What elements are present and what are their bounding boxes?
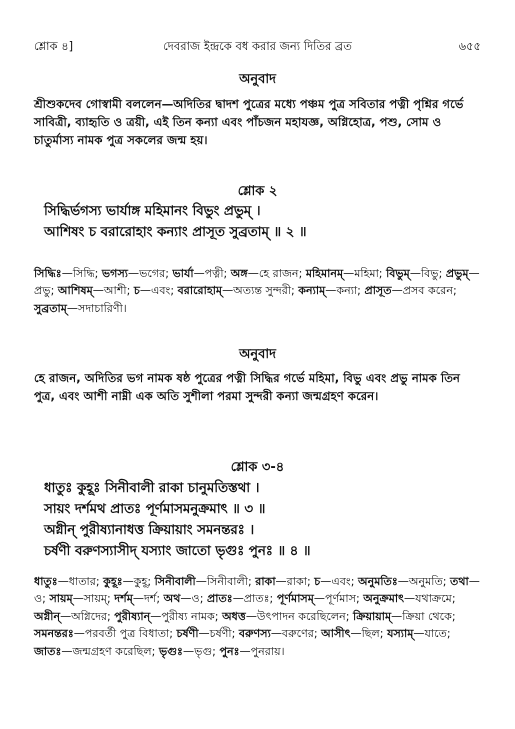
synonym-meaning: সদাচারিণী [78, 301, 123, 315]
synonym-meaning: ধাতার [68, 575, 96, 588]
synonym-meaning: হে রাজন [258, 267, 299, 280]
verse-line: ধাতুঃ কুহূঃ সিনীবালী রাকা চানুমতিস্তথা । [44, 481, 260, 496]
synonym-term: সিনীবালী [154, 575, 196, 588]
synonym-meaning: আশী [103, 284, 127, 298]
synonym-meaning: পরবর্তী পুত্র বিধাতা [84, 627, 170, 641]
synonym-term: দর্শম্ [114, 592, 133, 606]
synonym-meaning: সায়ম্ [83, 592, 108, 606]
synonym-term: বরুণস্য [238, 627, 271, 641]
synonyms-block: সিদ্ধিঃ—সিদ্ধি; ভগস্য—ভগের; ভার্যা—পত্নী; অঙ্গ—হে রাজন; মহিমানম্—মহিমা; বিভুম্—বিভু; প্রভুম্—প্রভু; আশিষম্—আশী; চ—এবং; বরারোহাম্—অত্যন্ত সুন্দরী; কন্যাম্—কন্যা; প্রাসূত—প্রসব করেন; সুব্রতাম্—সদাচারিণী। [34, 267, 480, 315]
synonym-meaning: রাকা [286, 575, 307, 588]
synonym-meaning: পূর্ণমাস [325, 592, 356, 606]
synonym-meaning: অনুমতি [408, 575, 443, 588]
translation-heading: অনুবাদ [239, 347, 276, 362]
synonym-meaning: এবং [331, 575, 351, 588]
synonym-term: সিদ্ধিঃ [34, 267, 62, 280]
synonym-meaning: এবং [150, 284, 171, 298]
synonym-meaning: মহিমা [354, 267, 379, 280]
synonym-term: ধাতুঃ [34, 575, 58, 588]
synonym-term: পুরীষ্যান্ [114, 609, 151, 623]
synonym-term: যস্যাম্ [387, 627, 414, 641]
synonym-meaning: প্রসব করেন [402, 284, 453, 298]
synonym-term: বরারোহাম্ [177, 284, 223, 298]
synonym-term: চ [314, 575, 321, 588]
synonym-term: সুব্রতাম্ [34, 301, 67, 315]
synonym-meaning: চর্ষণী [209, 627, 232, 641]
verse-line: আশিষং চ বরারোহাং কন্যাং প্রাসূত সুব্রতাম্ ॥ ২ ॥ [44, 225, 307, 240]
verse-heading: শ্লোক ২ [237, 184, 278, 199]
synonym-meaning: কন্যা [336, 284, 358, 298]
synonym-meaning: ভগের [139, 267, 166, 280]
synonym-term: ক্রিয়ায়াম্ [353, 609, 392, 623]
synonym-term: ভৃগুঃ [158, 644, 183, 658]
verse-line: অগ্নীন্ পুরীষ্যানাধত্ত ক্রিয়ায়াং সমনন্তরঃ । [44, 523, 255, 538]
synonyms-block: ধাতুঃ—ধাতার; কুহূঃ—কুহূ; সিনীবালী—সিনীবালী; রাকা—রাকা; চ—এবং; অনুমতিঃ—অনুমতি; তথা—ও; সায়ম্—সায়ম্; দর্শম্—দর্শ; অথ—ও; প্রাতঃ—প্রাতঃ; পূর্ণমাসম্—পূর্ণমাস; অনুক্রমাৎ—যথাক্রমে; অগ্নীন্—অগ্নিদের; পুরীষ্যান্—পুরীষ্য নামক; অধত্ত—উৎপাদন করেছিলেন; ক্রিয়ায়াম্—ক্রিয়া থেকে; সমনন্তরঃ—পরবর্তী পুত্র বিধাতা; চর্ষণী—চর্ষণী; বরুণস্য—বরুণের; আসীৎ—ছিল; যস্যাম্—যাতে; জাতঃ—জন্মগ্রহণ করেছিল; ভৃগুঃ—ভৃগু; পুনঃ—পুনরায়। [34, 575, 480, 658]
synonym-meaning: প্রাতঃ [243, 592, 270, 606]
synonym-meaning: পত্নী [204, 267, 224, 280]
synonym-term: চ [133, 284, 140, 298]
synonym-term: অঙ্গ [230, 267, 248, 280]
verse-heading: শ্লোক ৩-৪ [230, 460, 285, 475]
synonym-term: ভার্যা [172, 267, 194, 280]
synonym-meaning: উৎপাদন করেছিলেন [256, 609, 346, 623]
verse-line: সায়ং দর্শমথ প্রাতঃ পূর্ণমাসমনুক্রমাৎ ॥ ৩ ॥ [44, 502, 266, 517]
synonym-term: সমনন্তরঃ [34, 627, 74, 641]
synonym-term: প্রভুম্ [445, 267, 469, 280]
synonym-term: প্রাসূত [364, 284, 392, 298]
header-verse-ref: শ্লোক ৪] [34, 39, 74, 53]
verse-line: সিদ্ধির্ভগস্য ভার্যাঙ্গ মহিমানং বিভুং প্রভুম্ । [44, 204, 261, 219]
synonym-meaning: সিনীবালী [206, 575, 248, 588]
synonym-meaning: অত্যন্ত সুন্দরী [233, 284, 291, 298]
translation-heading: অনুবাদ [239, 72, 276, 87]
translation-paragraph: শ্রীশুকদেব গোস্বামী বললেন—অদিতির দ্বাদশ পুত্রের মধ্যে পঞ্চম পুত্র সবিতার পত্নী পৃশ্নির গর্ভে সাবিত্রী, ব্যাহৃতি ও ত্রয়ী, এই তিন কন্যা এবং পাঁচজন মহাযজ্ঞ, অগ্নিহোত্র, পশু, সোম ও চাতুর্মাস্য নামক পুত্র সকলের জন্ম হয়। [34, 97, 464, 147]
synonym-meaning: ছিল [361, 627, 380, 641]
synonym-meaning: সিদ্ধি [72, 267, 95, 280]
synonym-meaning: প্রভু [34, 284, 51, 298]
synonym-term: পুনঃ [219, 644, 240, 658]
synonym-term: অগ্নীন্ [34, 609, 61, 623]
synonym-term: কন্যাম্ [298, 284, 326, 298]
running-header [34, 38, 481, 54]
verse-line: চর্ষণী বরুণস্যাসীদ্ যস্যাং জাতো ভৃগুঃ পুনঃ ॥ ৪ ॥ [44, 544, 311, 559]
synonym-meaning: ও [191, 592, 200, 606]
synonym-term: অনুক্রমাৎ [363, 592, 405, 606]
verse-text [34, 201, 481, 243]
synonym-term: অধত্ত [222, 609, 246, 623]
synonym-term: রাকা [255, 575, 276, 588]
synonym-term: আশিষম্ [57, 284, 93, 298]
synonym-term: জাতঃ [34, 644, 62, 658]
synonym-term: প্রাতঃ [206, 592, 233, 606]
synonym-meaning: ভৃগু [194, 644, 213, 658]
synonym-meaning: ও [34, 592, 43, 606]
synonym-meaning: পুরীষ্য নামক [161, 609, 215, 623]
synonym-term: তথা [450, 575, 469, 588]
header-chapter-title: দেবরাজ ইন্দ্রকে বধ করার জন্য দিতির ব্রত [163, 39, 352, 53]
verse-text [34, 478, 481, 562]
synonym-meaning: অগ্নিদের [71, 609, 108, 623]
synonym-term: চর্ষণী [176, 627, 199, 641]
synonym-term: আসীৎ [321, 627, 351, 641]
synonym-meaning: পুনরায় [250, 644, 281, 658]
synonym-term: কুহূঃ [103, 575, 123, 588]
synonym-term: অনুমতিঃ [357, 575, 398, 588]
synonym-term: বিভুম্ [386, 267, 410, 280]
synonym-meaning: বরুণের [281, 627, 314, 641]
synonym-meaning: যথাক্রমে [415, 592, 452, 606]
translation-paragraph: হে রাজন, অদিতির ভগ নামক ষষ্ঠ পুত্রের পত্নী সিদ্ধির গর্ভে মহিমা, বিভু এবং প্রভু নামক তিন পুত্র, এবং আশী নাম্নী এক অতি সুশীলা পরমা সুন্দরী কন্যা জন্মগ্রহণ করেন। [34, 371, 461, 403]
synonym-meaning: ক্রিয়া থেকে [402, 609, 452, 623]
synonym-term: সায়ম্ [49, 592, 73, 606]
synonym-meaning: জন্মগ্রহণ করেছিল [72, 644, 152, 658]
synonym-meaning: কুহূ [133, 575, 148, 588]
synonym-meaning: যাতে [424, 627, 447, 641]
synonym-term: মহিমানম্ [305, 267, 344, 280]
synonym-meaning: দর্শ [143, 592, 157, 606]
synonym-term: অথ [163, 592, 181, 606]
synonym-term: ভগস্য [101, 267, 128, 280]
synonym-meaning: বিভু [420, 267, 439, 280]
header-page-number: ৬৫৫ [458, 39, 481, 53]
synonym-term: পূর্ণমাসম্ [276, 592, 314, 606]
